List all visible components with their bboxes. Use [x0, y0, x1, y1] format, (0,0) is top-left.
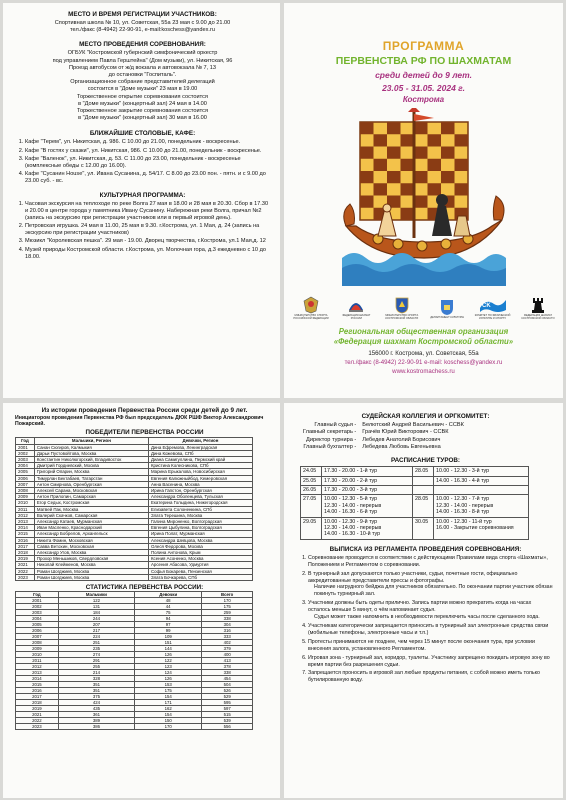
stats-cell: 184 — [58, 610, 134, 616]
winner-year: 2014 — [16, 525, 35, 531]
stats-cell: 291 — [58, 658, 134, 664]
schedule-row — [301, 476, 529, 485]
culture-item: 3. Мюзикл "Королевская пешка". 29 мая - 19.00. Дворец творчества, г.Кострома, ул.1 Мая,д. 12 — [25, 238, 272, 245]
stats-cell: 2001 — [16, 598, 59, 604]
winner-girl: Софья Бокарева, Пензенская — [148, 568, 252, 574]
winner-year: 2010 — [16, 500, 35, 506]
venue-line: в "Доме музыки" (концертный зал) 30 мая в 16.00 — [78, 115, 207, 122]
stats-cell: 2010 — [16, 652, 59, 658]
schedule-slots: 10.00 - 12.30 - 11-й тур 16.00 - Закрытие соревнования — [434, 517, 529, 539]
stats-cell: 153 — [135, 682, 202, 688]
stats-cell: 2012 — [16, 664, 59, 670]
stats-cell: 2019 — [16, 706, 59, 712]
winner-girl: Дина Ефремова, Ленинградская — [148, 444, 252, 450]
winner-girl: Елизавета Солоненкина, СПб — [148, 506, 252, 512]
schedule-date: 25.05 — [301, 476, 322, 485]
stats-cell: 504 — [202, 682, 253, 688]
stats-cell: 126 — [135, 676, 202, 682]
winner-year: 2021 — [16, 562, 35, 568]
cafes-list — [13, 139, 272, 185]
stats-cell: 175 — [135, 688, 202, 694]
checkered-sail-image — [360, 108, 468, 238]
viking-ship-illustration — [342, 108, 506, 288]
col-girls: Девочки, Регион — [148, 438, 252, 444]
stats-cell: 2003 — [16, 610, 59, 616]
stats-cell: 539 — [202, 718, 253, 724]
winner-year: 2008 — [16, 488, 35, 494]
cafe-item: 1. Кафе "Терем", ул. Никитская, д. 986. С 10.00 до 21.00, понедельник - воскресенье. — [25, 139, 272, 146]
cafe-item: 2. Кафе "В гостях у сказки", ул. Никитская, 986. С 10.00 до 21.00, понедельник - воскресенье. — [25, 148, 272, 155]
stats-cell: 122 — [58, 598, 134, 604]
stats-cell: 515 — [202, 712, 253, 718]
sponsor-logos — [292, 293, 557, 323]
stats-cell: 328 — [58, 676, 134, 682]
stats-cell: 386 — [58, 724, 134, 730]
stats-cell: 44 — [135, 604, 202, 610]
stats-cell: 2021 — [16, 712, 59, 718]
schedule-slots: 10.00 - 12.30 - 3-й тур — [434, 467, 529, 476]
winner-girl: Злата Терешина, Москва — [148, 512, 252, 518]
venue-line: Торжественное закрытие соревнования состоится — [76, 108, 208, 115]
page-info — [3, 3, 280, 398]
stats-cell: 123 — [135, 664, 202, 670]
stats-cell: 351 — [58, 682, 134, 688]
stats-cell: 2002 — [16, 604, 59, 610]
stats-cell: 124 — [135, 670, 202, 676]
venue-line: ОГБУК "Костромской губернский симфонический оркестр — [67, 50, 218, 57]
organization-name: «Федерация шахмат Костромской области» — [333, 337, 514, 346]
stats-cell: 99 — [135, 628, 202, 634]
col-boys: Мальчики, Регион — [34, 438, 148, 444]
winner-girl: Александра Шевцова, Москва — [148, 537, 252, 543]
stats-cell: 378 — [202, 664, 253, 670]
federation-icon — [347, 296, 365, 314]
stats-cell: 175 — [202, 604, 253, 610]
schedule-date: 24.05 — [301, 467, 322, 476]
regulation-text: Запрещается проносить в игровой зал любые продукты питания, с собой можно иметь только бутилированную воду. — [308, 670, 540, 684]
venue-line: Торжественное открытие соревнования состоится — [77, 93, 208, 100]
stats-cell: 162 — [135, 706, 202, 712]
regulation-text: В турнирный зал допускаются только участники, судьи, почетные гости, официально аккредитованные представители прессы и фотографы. — [308, 570, 518, 584]
schedule-date: 29.05 — [301, 517, 322, 539]
winner-boy: Санан Сюгиров, Калмыкия — [34, 444, 148, 450]
winner-girl: Дина Кожевова, СПб — [148, 450, 252, 456]
judge-name: Грачёв Юрий Викторович - ССВК — [362, 429, 449, 436]
culture-list — [13, 201, 272, 261]
regulation-item — [308, 670, 555, 684]
schedule-row — [301, 467, 529, 476]
schedule-date — [413, 486, 434, 495]
history-page — [3, 403, 280, 798]
winner-year: 2022 — [16, 568, 35, 574]
venue-title: МЕСТО ПРОВЕДЕНИЯ СОРЕВНОВАНИЯ: — [79, 41, 206, 49]
stats-cell: 2011 — [16, 658, 59, 664]
stats-cell: 413 — [202, 658, 253, 664]
stats-cell: 2004 — [16, 616, 59, 622]
judge-role: Главный бухгалтер - — [303, 443, 357, 450]
stats-cell: 424 — [58, 700, 134, 706]
regulation-note: Судья может также напомнить в необходимости переключить часы после сделанного хода. — [314, 614, 540, 621]
winner-girl: Александра Оболенцева, Тульская — [148, 494, 252, 500]
schedule-title: РАСПИСАНИЕ ТУРОВ: — [390, 457, 461, 465]
stats-cell: 2022 — [16, 718, 59, 724]
stats-cell: 170 — [202, 598, 253, 604]
stats-cell: 375 — [58, 694, 134, 700]
winners-title: ПОБЕДИТЕЛИ ПЕРВЕНСТВА РОССИИ — [85, 429, 204, 437]
winner-boy: Никита Фомин, Московская — [34, 537, 148, 543]
regulation-text: Участники должны быть одеты прилично. Запись партии можно прекратить когда на часах осталось меньше 5 минут, о чём напоминает судья. — [308, 600, 532, 614]
winner-boy: Григорий Опарин, Москва — [34, 469, 148, 475]
program-city: Кострома — [402, 95, 445, 104]
winner-girl: Арсения Абасова, Удмуртия — [148, 562, 252, 568]
stats-cell: 2007 — [16, 634, 59, 640]
winner-year: 2012 — [16, 512, 35, 518]
stats-cell: 304 — [202, 622, 253, 628]
stats-cell: 235 — [58, 646, 134, 652]
shield-icon — [393, 296, 411, 314]
regulations-list — [296, 555, 555, 684]
stats-cell: 2014 — [16, 676, 59, 682]
winner-boy: Савва Ветохин, Московская — [34, 543, 148, 549]
schedule-date: 30.05 — [413, 517, 434, 539]
stats-cell: 122 — [135, 658, 202, 664]
venue-line: до остановки "Госпиталь". — [108, 72, 177, 79]
schedule-row — [301, 486, 529, 495]
stats-cell: 144 — [135, 646, 202, 652]
stats-cell: 207 — [58, 622, 134, 628]
regulation-item — [308, 555, 555, 569]
logo-chess-federation: ФЕДЕРАЦИЯ ШАХМАТ РОССИИ — [337, 296, 375, 320]
regulation-note: Наличие нагрудного бейджа для участников обязательно. По окончании партии участник обязан покинуть турнирный зал. — [314, 584, 553, 598]
stats-cell: 454 — [202, 676, 253, 682]
history-initiator: Инициатором проведения Первенства РФ был председатель ДЮК РШФ Виктор Александрович Пожарский. — [15, 415, 264, 428]
regulation-item — [308, 639, 555, 653]
logo-sport-committee: CK КОМИТЕТ ПО ФИЗИЧЕСКОЙ КУЛЬТУРЕ И СПОРТУ — [474, 296, 512, 320]
stats-cell: 75 — [135, 610, 202, 616]
judges-title: СУДЕЙСКАЯ КОЛЛЕГИЯ И ОРГКОМИТЕТ: — [361, 413, 490, 420]
winner-girl: Анна Васенина, Москва — [148, 481, 252, 487]
judge-row — [300, 444, 467, 451]
stats-cell: 217 — [58, 628, 134, 634]
stats-cell: 526 — [202, 688, 253, 694]
winner-year: 2015 — [16, 531, 35, 537]
stats-col: Всего — [202, 592, 253, 598]
winner-boy: Тимурлан Бектабаев, Татарстан — [34, 475, 148, 481]
stats-cell: 316 — [202, 628, 253, 634]
stats-col: Мальчики — [58, 592, 134, 598]
stats-title: СТАТИСТИКА ПЕРВЕНСТВА РОССИИ: — [85, 584, 204, 592]
stats-cell: 224 — [58, 634, 134, 640]
judges-table — [300, 422, 467, 451]
winner-year: 2016 — [16, 537, 35, 543]
winner-boy: Антон Прилопин, Самарская — [34, 494, 148, 500]
culture-item: 1. Часовая экскурсия на теплоходе по реке Волга 27 мая в 18.00 и 28 мая в 20.30. Сбор в 17.30 и 20.00 в центре города у памятника Ивану Сусанину. Набережная реки Волга, причал №2 (запись на экскурсию при регистрации участников или в первый игровой день). — [25, 201, 272, 222]
regulations-title: ВЫПИСКА ИЗ РЕГЛАМЕНТА ПРОВЕДЕНИЯ СОРЕВНОВАНИЯ: — [329, 545, 522, 553]
stats-cell: 259 — [202, 610, 253, 616]
organization-line: Региональная общественная организация — [338, 327, 509, 336]
winner-girl: Ксения Асоненко, Москва — [148, 556, 252, 562]
winner-girl: Олеся Федорова, Москва — [148, 543, 252, 549]
coat-of-arms-icon — [438, 298, 456, 316]
regulation-item — [308, 600, 555, 621]
winner-girl: Евгения Калюжныйбод, Кемеровская — [148, 475, 252, 481]
winner-boy: Матвей Пак, Москва — [34, 506, 148, 512]
culture-item: 2. Петровская игрушка. 24 мая в 11.00, 25 мая в 9.30. г.Кострома, ул. 1 Мая, д. 24 (запись на экскурсию при регистрации участников) — [25, 223, 272, 237]
winner-boy: Дарьи Пустовойтова, Москва — [34, 450, 148, 456]
stats-cell: 597 — [202, 706, 253, 712]
registration-line: Спортивная школа № 10, ул. Советская, 55а 23 мая с 9.00 до 21.00 — [54, 20, 231, 26]
stats-cell: 2008 — [16, 640, 59, 646]
venue-line: состоится в "Доме музыки" 23 мая в 19.00 — [87, 86, 198, 93]
col-year: Год — [16, 438, 35, 444]
rook-icon — [529, 296, 547, 314]
stats-cell: 2023 — [16, 724, 59, 730]
emblem-icon — [302, 296, 320, 314]
program-title: ПРОГРАММА — [382, 39, 465, 53]
culture-item: 4. Музей природы Костромской области. г.Кострома, ул. Молочная гора, д.3 ежедневно с 10 до 18.00. — [25, 247, 272, 261]
stats-cell: 400 — [202, 652, 253, 658]
program-dates: 23.05 - 31.05. 2024 г. — [382, 83, 465, 93]
winner-year: 2009 — [16, 494, 35, 500]
stats-cell: 338 — [202, 616, 253, 622]
judge-row — [300, 429, 467, 436]
cafe-item: 3. Кафе "Валенок", ул. Никитская, д. 53. С 11.00 до 23.00, понедельник - воскресенье (комплексные обеды с 12.00 до 16.00). — [25, 156, 272, 170]
stats-cell: 97 — [135, 622, 202, 628]
logo-culture-dept: ДЕПАРТАМЕНТ КУЛЬТУРЫ — [428, 298, 466, 319]
schedule-date: 27.05 — [301, 495, 322, 517]
stats-cell: 154 — [135, 712, 202, 718]
stats-col: Год — [16, 592, 59, 598]
winner-year: 2007 — [16, 481, 35, 487]
winner-girl: Ирина Гапстон, Оренбургская — [148, 488, 252, 494]
schedule-slots: 10.00 - 12.30 - 5-й тур 12.30 - 14.00 - перерыв 14.00 - 16.30 - 6-й тур — [322, 495, 413, 517]
winner-boy: Александр Угов, Москва — [34, 550, 148, 556]
winners-row — [16, 574, 253, 580]
regulation-text: Участникам категорически запрещается приносить в турнирный зал электронные средства связи (мобильные телефоны, электронные часы и т.п.) — [308, 623, 549, 636]
winner-boy: Антон Смирнова, Оренбургская — [34, 481, 148, 487]
venue-line: Организационное собрание представителей делегаций — [70, 79, 215, 86]
svg-text:CK: CK — [481, 303, 491, 309]
winner-boy: Валерий Скачков, Самарская — [34, 512, 148, 518]
regulation-text: Игровая зона - турнирный зал, коридор, туалеты. Участнику запрещено покидать игровую зону во время партии без разрешения судьи. — [308, 654, 550, 668]
stats-cell: 244 — [58, 616, 134, 622]
stats-cell: 351 — [58, 688, 134, 694]
schedule-date: 26.05 — [301, 486, 322, 495]
winner-boy: Дмитрий Гордиевский, Москва — [34, 463, 148, 469]
stats-cell: 2018 — [16, 700, 59, 706]
stats-cell: 2013 — [16, 670, 59, 676]
winner-boy: Роман Шогджиев, Москва — [34, 568, 148, 574]
schedule-slots: 17.30 - 20.00 - 1-й тур — [322, 467, 413, 476]
stats-cell: 402 — [202, 640, 253, 646]
schedule-slots: 10.00 - 12.30 - 7-й тур 12.30 - 14.00 - перерыв 14.00 - 16.30 - 8-й тур — [434, 495, 529, 517]
winner-boy: Алексей Сарана, Московская — [34, 488, 148, 494]
stats-cell: 389 — [58, 718, 134, 724]
stats-row — [16, 724, 253, 730]
regulation-item — [308, 623, 555, 637]
judge-role: Директор турнира - — [306, 436, 357, 443]
stats-table — [15, 591, 253, 730]
winner-boy: Александр Катаев, Мурманская — [34, 519, 148, 525]
judge-role: Главный судья - — [314, 422, 357, 428]
winner-year: 2018 — [16, 550, 35, 556]
stats-cell: 131 — [58, 604, 134, 610]
logo-regional-sport: МИНИСТЕРСТВО СПОРТА КОСТРОМСКОЙ ОБЛАСТИ — [383, 296, 421, 320]
winner-boy: Иван Масленко, Краснодарский — [34, 525, 148, 531]
stats-cell: 255 — [58, 664, 134, 670]
stats-cell: 251 — [58, 640, 134, 646]
cafes-title: БЛИЖАЙШИЕ СТОЛОВЫЕ, КАФЕ: — [89, 130, 196, 138]
stats-cell: 435 — [58, 706, 134, 712]
schedule-slots: 17.30 - 20.00 - 2-й тур — [322, 476, 413, 485]
stats-cell: 154 — [135, 694, 202, 700]
winner-girl: Кристина Колесникова, СПб — [148, 463, 252, 469]
stats-cell: 595 — [202, 700, 253, 706]
organization-contacts: тел./факс (8-4942) 22-90-91 e-mail: koschess@yandex.ru — [344, 359, 503, 366]
winner-girl: Злата Бочкарева, СПб — [148, 574, 252, 580]
stats-cell: 379 — [202, 646, 253, 652]
winner-year: 2002 — [16, 450, 35, 456]
cafe-item: 4. Кафе "Сусанин House", ул. Ивана Сусанина, д. 54/17. С 8.00 до 23.00 пон. - пятн. и с 9.00 до 23.00 суб. - вс. — [25, 171, 272, 185]
stats-cell: 556 — [202, 724, 253, 730]
schedule-slots — [434, 486, 529, 495]
history-title: Из истории проведения Первенства России среди детей до 9 лет. — [41, 407, 248, 414]
stats-cell: 2016 — [16, 688, 59, 694]
winner-boy: Константин Николюгорский, Владивосток — [34, 457, 148, 463]
organization-website: www.kostromachess.ru — [392, 368, 455, 375]
winner-year: 2004 — [16, 463, 35, 469]
registration-line: тел./факс (8-4942) 22-90-91, e-mail:koschess@yandex.ru — [70, 27, 215, 34]
winner-year: 2005 — [16, 469, 35, 475]
stats-cell: 2009 — [16, 646, 59, 652]
stats-col: Девочки — [135, 592, 202, 598]
winner-boy: Николай Клейменов, Москва — [34, 562, 148, 568]
regulation-item — [308, 655, 555, 669]
schedule-date: 28.05 — [413, 495, 434, 517]
schedule-table — [300, 466, 529, 540]
program-category: среди детей до 9 лет. — [375, 70, 472, 80]
schedule-date — [413, 476, 434, 485]
program-subtitle: ПЕРВЕНСТВА РФ ПО ШАХМАТАМ — [335, 55, 512, 67]
organization-address: 156000 г. Кострома, ул. Советская, 55а — [368, 350, 479, 357]
stats-cell: 2017 — [16, 694, 59, 700]
schedule-row — [301, 495, 529, 517]
schedule-row — [301, 517, 529, 539]
logo-sport-ministry: МИНИСТЕРСТВО СПОРТА РОССИЙСКОЙ ФЕДЕРАЦИИ — [292, 296, 330, 320]
stats-cell: 48 — [135, 598, 202, 604]
winner-girl: Полина Антонова, Крым — [148, 550, 252, 556]
winner-year: 2006 — [16, 475, 35, 481]
schedule-slots: 17.30 - 20.00 - 3-й тур — [322, 486, 413, 495]
stats-cell: 151 — [135, 640, 202, 646]
stats-cell: 126 — [135, 652, 202, 658]
winner-year: 2011 — [16, 506, 35, 512]
judge-name: Лебедев Анатолий Борисович — [362, 436, 441, 443]
stats-cell: 171 — [135, 700, 202, 706]
regulation-text: Соревнование проводится в соответствии с действующими Правилами вида спорта «Шахматы», Положением и Регламентом о соревновании. — [308, 554, 548, 568]
winner-girl: Евгения Цыбулина, Волгоградская — [148, 525, 252, 531]
stats-cell: 150 — [135, 718, 202, 724]
stats-cell: 2015 — [16, 682, 59, 688]
judge-name: Лебедева Любовь Евгеньевна — [362, 443, 441, 450]
venue-line: под управлением Павла Герштейна" (Дом музыки), ул. Никитская, 96 — [52, 57, 233, 64]
cover — [284, 3, 563, 398]
winner-girl: Марина Ерыкалова, Новосибирская — [148, 469, 252, 475]
stats-cell: 529 — [202, 694, 253, 700]
stats-cell: 2005 — [16, 622, 59, 628]
venue-line: Проезд автобусом от ж/д вокзала и автовокзала № 7, 13 — [69, 64, 216, 71]
regulation-item — [308, 571, 555, 599]
stats-cell: 274 — [58, 652, 134, 658]
schedule-date: 28.05 — [413, 467, 434, 476]
stats-cell: 109 — [135, 634, 202, 640]
winner-year: 2003 — [16, 457, 35, 463]
winner-girl: Екатерина Голыдина, Нижегородская — [148, 500, 252, 506]
regulation-text: Протесты принимаются не позднее, чем через 15 минут после окончания тура, при условии внесения залога, установленного Регламентом. — [308, 638, 535, 652]
stats-cell: 333 — [202, 634, 253, 640]
registration-title: МЕСТО И ВРЕМЯ РЕГИСТРАЦИИ УЧАСТНИКОВ: — [68, 11, 217, 18]
winners-table — [15, 437, 253, 581]
winner-year: 2013 — [16, 519, 35, 525]
winner-year: 2023 — [16, 574, 35, 580]
stats-cell: 338 — [202, 670, 253, 676]
wave-logo-icon — [478, 296, 508, 314]
winner-boy: Егор Седых, Костромская — [34, 500, 148, 506]
logo-kostroma-chess: ФЕДЕРАЦИЯ ШАХМАТ КОСТРОМСКОЙ ОБЛАСТИ — [519, 296, 557, 320]
stats-cell: 214 — [58, 670, 134, 676]
winner-year: 2001 — [16, 444, 35, 450]
winner-boy: Прохор Меньшиков, Свердловская — [34, 556, 148, 562]
winner-year: 2017 — [16, 543, 35, 549]
schedule-slots: 10.00 - 12.30 - 9-й тур 12.30 - 14.00 - перерыв 14.00 - 16.30 - 10-й тур — [322, 517, 413, 539]
winner-girl: Ирина Полат, Мурманская — [148, 531, 252, 537]
rules-page — [284, 403, 563, 798]
culture-title: КУЛЬТУРНАЯ ПРОГРАММА: — [99, 192, 186, 199]
schedule-slots: 14.00 - 16.30 - 4-й тур — [434, 476, 529, 485]
winner-year: 2019 — [16, 556, 35, 562]
winner-girl: Галина Мироненко, Волгоградская — [148, 519, 252, 525]
stats-cell: 2006 — [16, 628, 59, 634]
winner-girl: Диана Самигуллина, Пермский край — [148, 457, 252, 463]
judge-role: Главный секретарь - — [303, 429, 357, 436]
judge-row — [300, 437, 467, 444]
winner-boy: Александр Бобрелов, Архангельск — [34, 531, 148, 537]
stats-cell: 361 — [58, 712, 134, 718]
stats-cell: 94 — [135, 616, 202, 622]
venue-line: в "Доме музыки" (концертный зал) 24 мая в 14.00 — [78, 100, 207, 107]
stats-cell: 170 — [135, 724, 202, 730]
judge-name: Белютский Андрей Васильевич - ССВК — [362, 422, 464, 428]
winner-boy: Роман Шогджиев, Москва — [34, 574, 148, 580]
